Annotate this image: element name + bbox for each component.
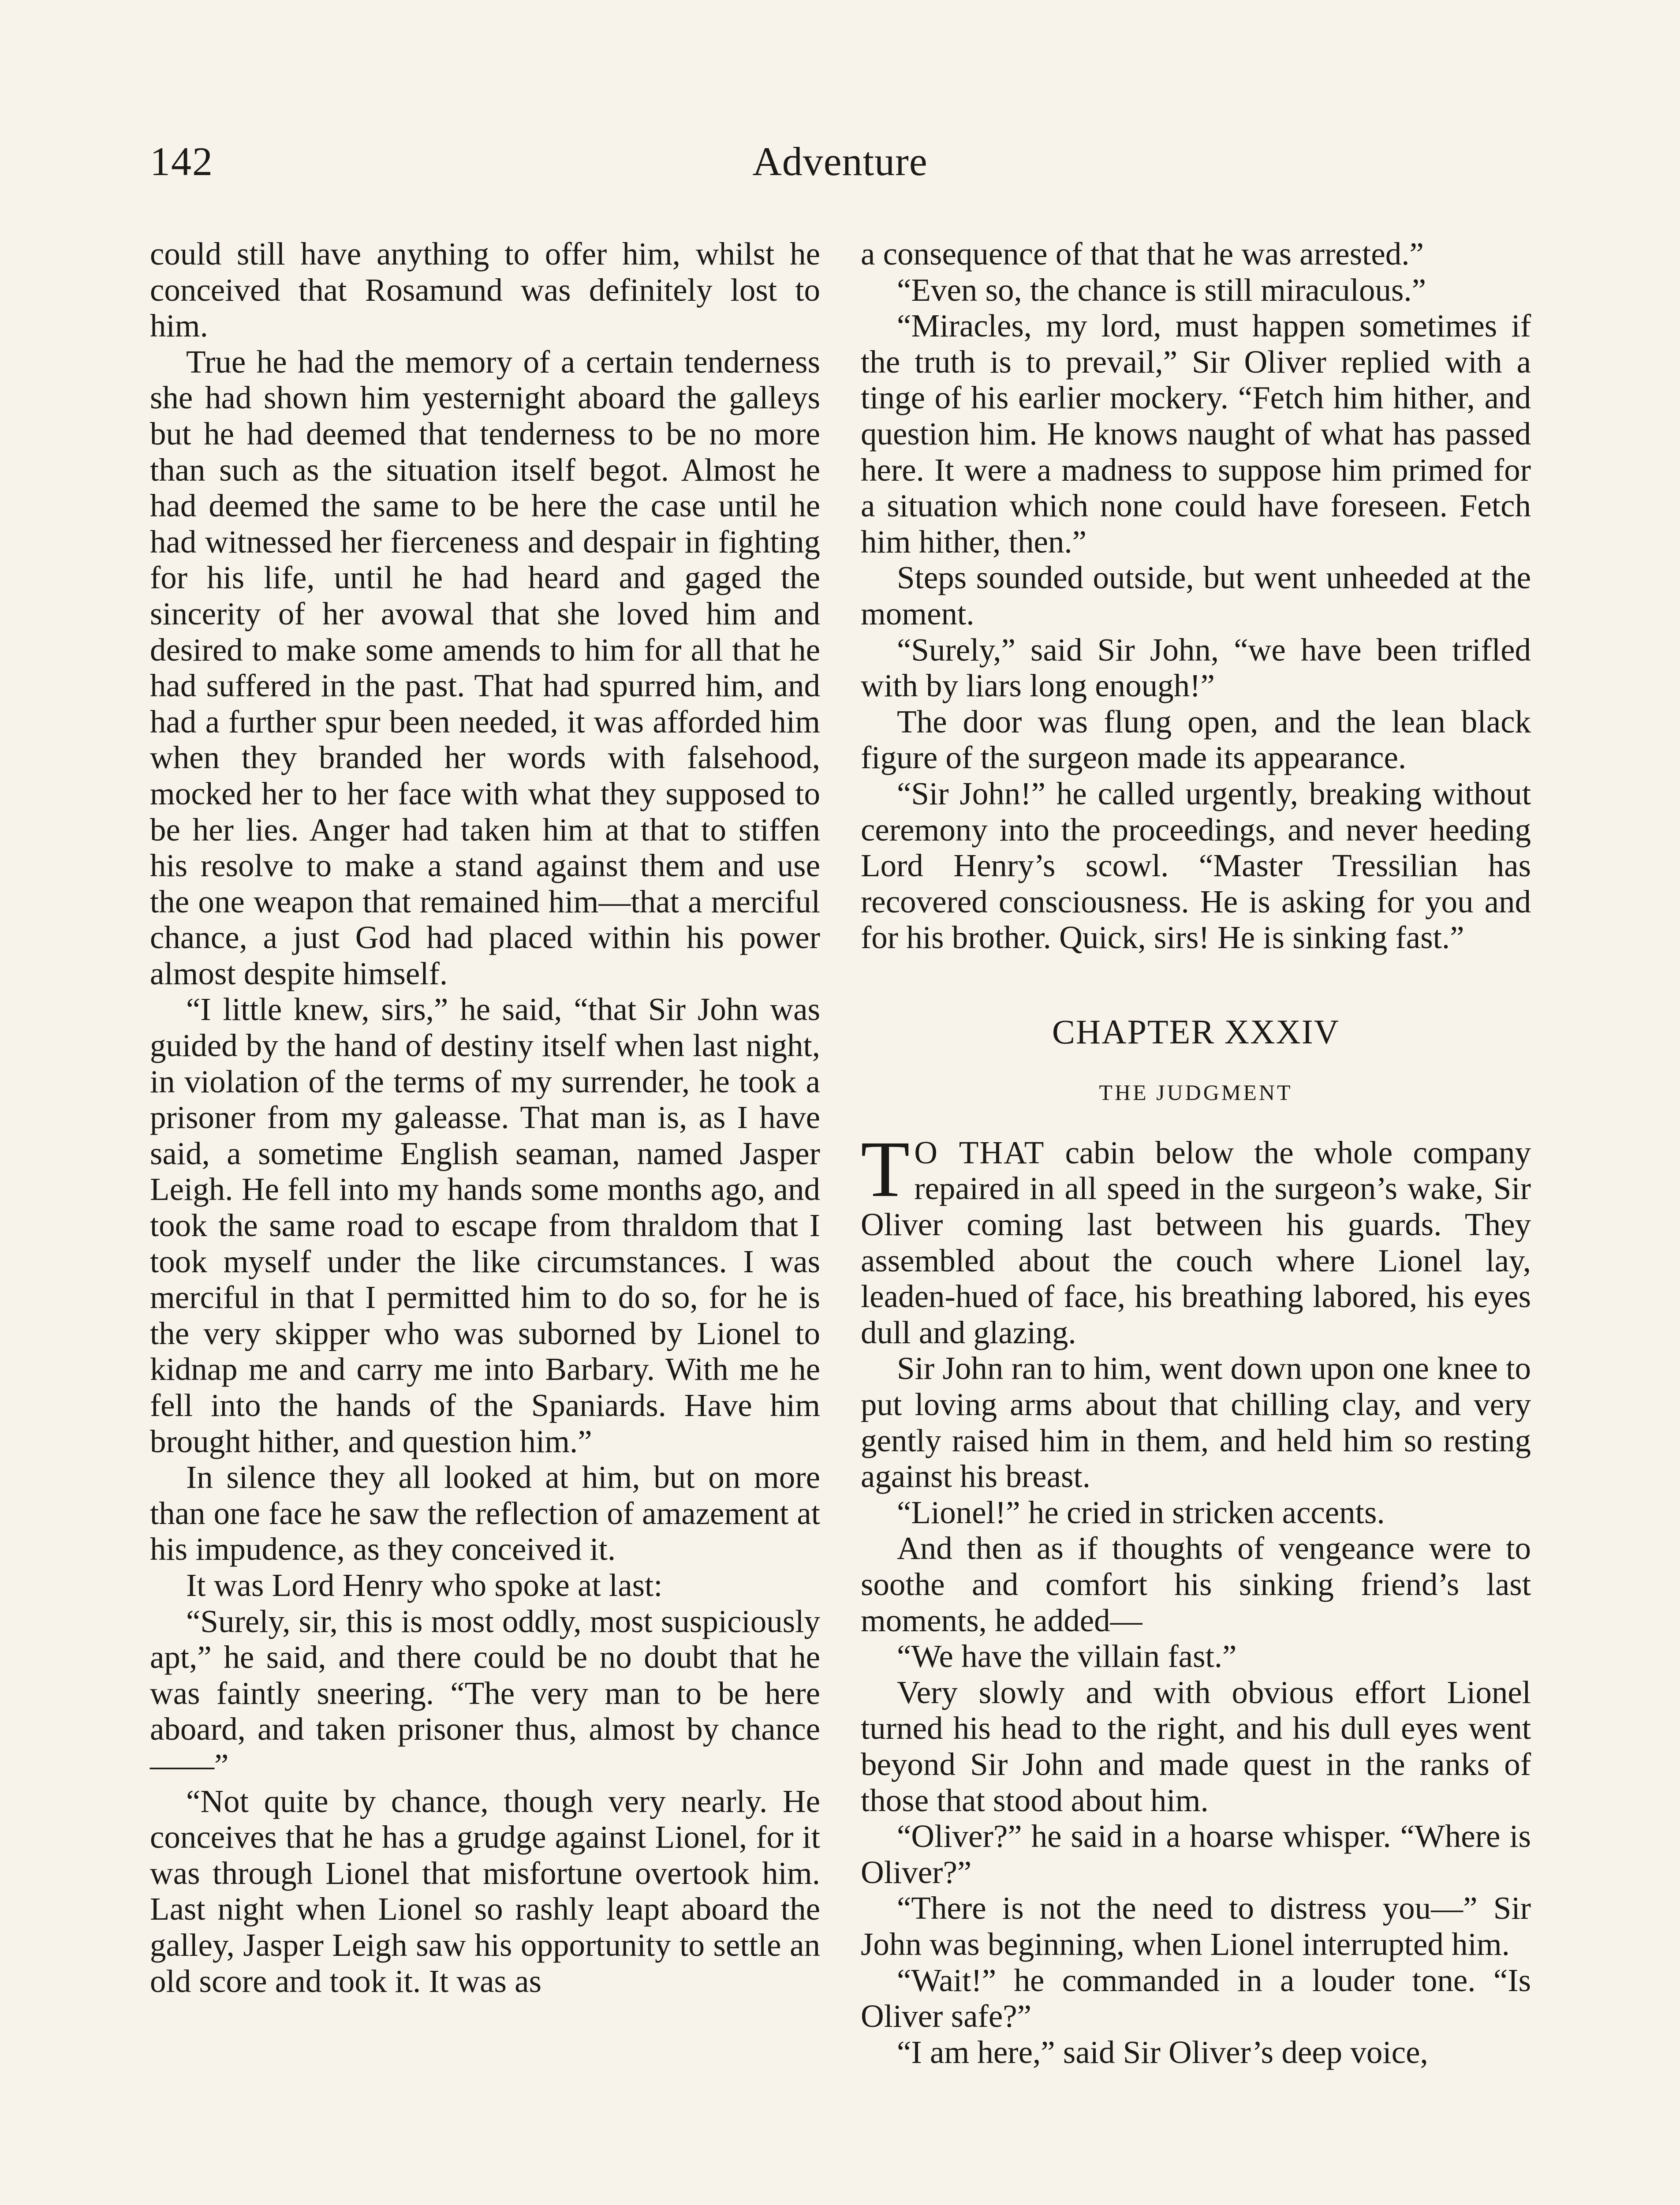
paragraph: “Even so, the chance is still miraculous.” xyxy=(897,272,1426,308)
paragraph: “We have the villain fast.” xyxy=(897,1638,1237,1674)
paragraph: True he had the memory of a certain tenderness she had shown him yesternight aboard the galleys but he had deemed that tenderness to be no more than such as the situation itself begot. Almost he had deemed the same to be here the case until he had witnessed her fierceness and despair in fighting for his life, until he had heard and gaged the sincerity of her avowal that she loved him and desired to make some amends to him for all that he had suffered in the past. That had spurred him, and had a further spur been needed, it was afforded him when they branded her words with falsehood, mocked her to her face with what they supposed to be her lies. Anger had taken him at that to stiffen his resolve to make a stand against them and use the one weapon that remained him—that a merciful chance, a just God had placed within his power almost despite himself. xyxy=(150,344,820,991)
paragraph: “There is not the need to distress you—” Sir John was beginning, when Lionel interrupted him. xyxy=(861,1890,1531,1962)
paragraph: In silence they all looked at him, but on more than one face he saw the reflection of amazement at his impudence, as they conceived it. xyxy=(150,1459,820,1567)
paragraph: “Not quite by chance, though very nearly. He conceives that he has a grudge against Lionel, for it was through Lionel that misfortune overtook him. Last night when Lionel so rashly leapt aboard the galley, Jasper Leigh saw his opportunity to settle an old score and took it. It was as xyxy=(150,1783,820,1999)
paragraph: could still have anything to offer him, whilst he conceived that Rosamund was definitely lost to him. xyxy=(150,236,820,344)
chapter-title: CHAPTER XXXIV xyxy=(1052,1012,1340,1051)
running-head: Adventure xyxy=(752,139,928,184)
paragraph: “Surely,” said Sir John, “we have been trifled with by liars long enough!” xyxy=(861,632,1531,704)
paragraph: “I am here,” said Sir Oliver’s deep voice, xyxy=(897,2034,1428,2070)
paragraph: “Oliver?” he said in a hoarse whisper. “Where is Oliver?” xyxy=(861,1818,1531,1890)
paragraph: “Wait!” he commanded in a louder tone. “Is Oliver safe?” xyxy=(861,1962,1531,2034)
paragraph: Sir John ran to him, went down upon one knee to put loving arms about that chilling clay, and very gently raised him in them, and held him so resting against his breast. xyxy=(861,1350,1531,1495)
chapter-subtitle: THE JUDGMENT xyxy=(1099,1080,1293,1105)
page-number: 142 xyxy=(150,139,213,184)
left-column xyxy=(150,236,820,1999)
opening-text: cabin below the whole company repaired in all speed in the surgeon’s wake, Sir Oliver coming last between his guards. They assembled about the couch where Lionel lay, leaden-hued of face, his breathing labored, his eyes dull and glazing. xyxy=(861,1134,1531,1350)
drop-cap: T xyxy=(861,1125,910,1214)
paragraph: It was Lord Henry who spoke at last: xyxy=(186,1567,663,1603)
paragraph: “Sir John!” he called urgently, breaking without ceremony into the proceedings, and never heeding Lord Henry’s scowl. “Master Tressilian has recovered consciousness. He is asking for you and for his brother. Quick, sirs! He is sinking fast.” xyxy=(861,775,1531,956)
paragraph: “Surely, sir, this is most oddly, most suspiciously apt,” he said, and there could be no doubt that he was faintly sneering. “The very man to be here aboard, and taken prisoner thus, almost by chance——” xyxy=(150,1603,820,1783)
opening-lead-words: O THAT xyxy=(914,1134,1045,1170)
paragraph: “Lionel!” he cried in stricken accents. xyxy=(897,1494,1385,1530)
right-column xyxy=(861,236,1531,2070)
paragraph: “I little knew, sirs,” he said, “that Sir John was guided by the hand of destiny itself when last night, in violation of the terms of my surrender, he took a prisoner from my galeasse. That man is, as I have said, a sometime English seaman, named Jasper Leigh. He fell into my hands some months ago, and took the same road to escape from thraldom that I took myself under the like circumstances. I was merciful in that I permitted him to do so, for he is the very skipper who was suborned by Lionel to kidnap me and carry me into Barbary. With me he fell into the hands of the Spaniards. Have him brought hither, and question him.” xyxy=(150,991,820,1459)
paragraph: Very slowly and with obvious effort Lionel turned his head to the right, and his dull eyes went beyond Sir John and made quest in the ranks of those that stood about him. xyxy=(861,1674,1531,1818)
paragraph: “Miracles, my lord, must happen sometimes if the truth is to prevail,” Sir Oliver replied with a tinge of his earlier mockery. “Fetch him hither, and question him. He knows naught of what has passed here. It were a madness to suppose him primed for a situation which none could have foreseen. Fetch him hither, then.” xyxy=(861,308,1531,560)
paragraph: The door was flung open, and the lean black figure of the surgeon made its appearance. xyxy=(861,703,1531,776)
paragraph: And then as if thoughts of vengeance were to soothe and comfort his sinking friend’s last moments, he added— xyxy=(861,1530,1531,1638)
paragraph: a consequence of that that he was arrested.” xyxy=(861,236,1424,272)
chapter-opening-paragraph xyxy=(861,1125,1531,1351)
paragraph: Steps sounded outside, but went unheeded at the moment. xyxy=(861,560,1531,632)
